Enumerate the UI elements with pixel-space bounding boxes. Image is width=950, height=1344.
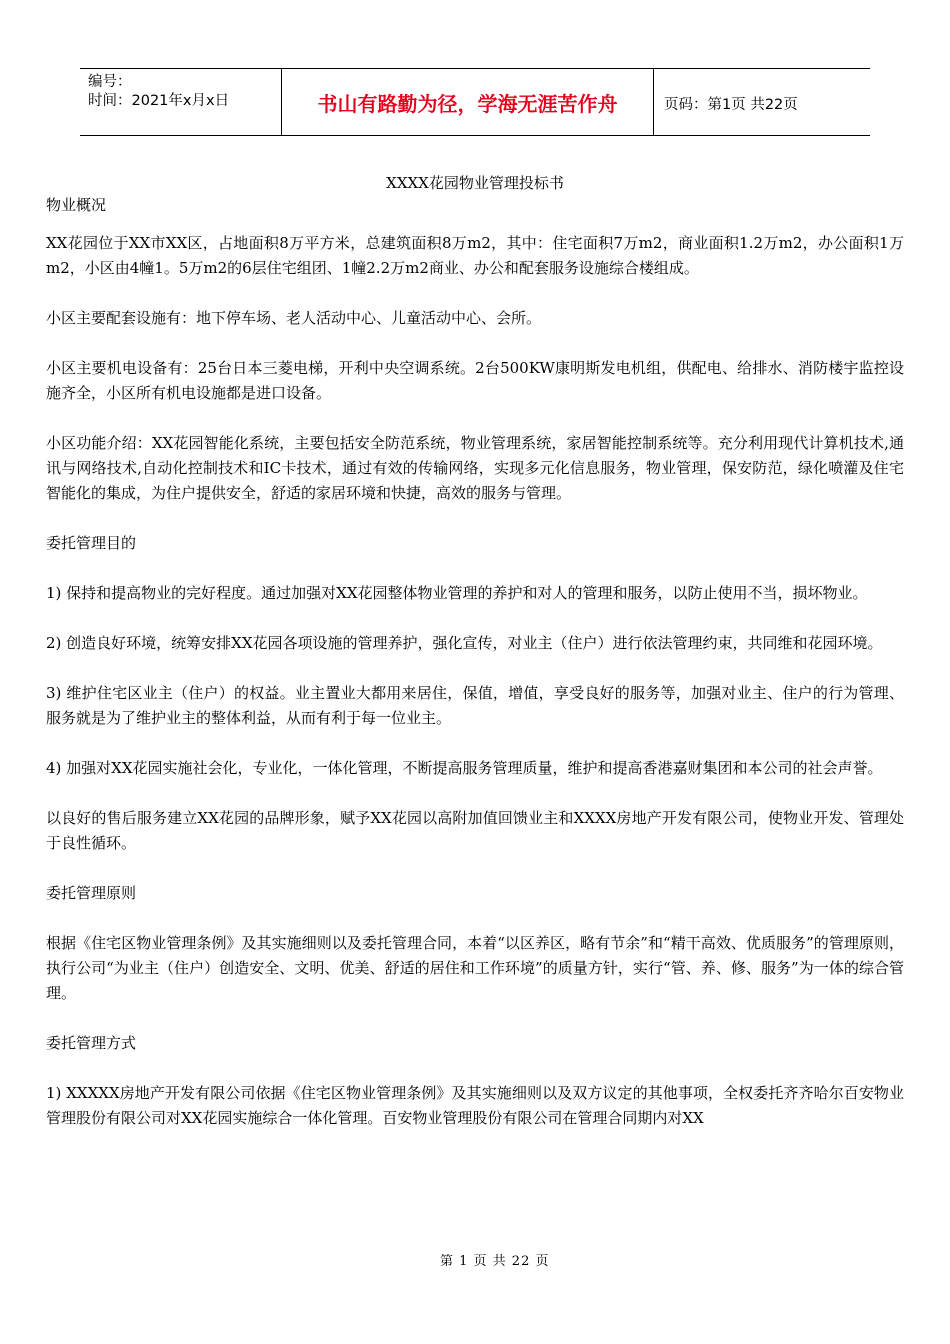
date-label: 时间：2021年x月x日 bbox=[88, 93, 230, 109]
paragraph: 以良好的售后服务建立XX花园的品牌形象，赋予XX花园以高附加值回馈业主和XXXX房地产开发有限公司，使物业开发、管理处于良性循环。 bbox=[46, 809, 904, 852]
paragraph: 1) XXXXX房地产开发有限公司依据《住宅区物业管理条例》及其实施细则以及双方议定的其他事项，全权委托齐齐哈尔百安物业管理股份有限公司对XX花园实施综合一体化管理。百安物业管理股份有限公司在管理合同期内对XX bbox=[46, 1084, 904, 1127]
motto: 书山有路勤为径，学海无涯苦作舟 bbox=[281, 68, 654, 136]
page-info: 页码：第1页 共22页 bbox=[664, 96, 798, 113]
paragraph: 2) 创造良好环境，统筹安排XX花园各项设施的管理养护，强化宣传，对业主（住户）进行依法管理约束，共同维和花园环境。 bbox=[46, 634, 883, 652]
document-body bbox=[46, 193, 904, 1156]
paragraph: 委托管理目的 bbox=[46, 534, 137, 552]
paragraph: 小区主要机电设备有：25台日本三菱电梯，开利中央空调系统。2台500KW康明斯发电机组，供配电、给排水、消防楼宇监控设施齐全，小区所有机电设施都是进口设备。 bbox=[46, 359, 904, 402]
document-title: XXXX花园物业管理投标书 bbox=[386, 174, 564, 192]
header-left-cell bbox=[88, 73, 278, 111]
header-table bbox=[80, 68, 870, 136]
paragraph: 委托管理方式 bbox=[46, 1034, 137, 1052]
paragraph: 委托管理原则 bbox=[46, 884, 137, 902]
paragraph: 1) 保持和提高物业的完好程度。通过加强对XX花园整体物业管理的养护和对人的管理和服务，以防止使用不当，损坏物业。 bbox=[46, 584, 868, 602]
paragraph: 3) 维护住宅区业主（住户）的权益。业主置业大都用来居住，保值，增值，享受良好的服务等，加强对业主、住户的行为管理、服务就是为了维护业主的整体利益，从而有利于每一位业主。 bbox=[46, 684, 904, 727]
paragraph: 小区主要配套设施有：地下停车场、老人活动中心、儿童活动中心、会所。 bbox=[46, 309, 542, 327]
page-footer: 第 1 页 共 22 页 bbox=[440, 1254, 550, 1269]
paragraph: XX花园位于XX市XX区，占地面积8万平方米，总建筑面积8万m2，其中：住宅面积7万m2，商业面积1.2万m2，办公面积1万m2，小区由4幢1。5万m2的6层住宅组团、1幢2.2万m2商业、办公和配套服务设施综合楼组成。 bbox=[46, 234, 904, 277]
paragraph: 根据《住宅区物业管理条例》及其实施细则以及委托管理合同，本着“以区养区，略有节余”和“精干高效、优质服务”的管理原则，执行公司“为业主（住户）创造安全、文明、优美、舒适的居住和工作环境”的质量方针，实行“管、养、修、服务”为一体的综合管理。 bbox=[46, 934, 904, 1002]
paragraph: 4) 加强对XX花园实施社会化，专业化，一体化管理，不断提高服务管理质量，维护和提高香港嘉财集团和本公司的社会声誉。 bbox=[46, 759, 883, 777]
section-heading: 物业概况 bbox=[46, 196, 107, 214]
number-label: 编号： bbox=[88, 74, 132, 90]
paragraph: 小区功能介绍：XX花园智能化系统，主要包括安全防范系统，物业管理系统，家居智能控制系统等。充分利用现代计算机技术,通讯与网络技术,自动化控制技术和IC卡技术，通过有效的传输网络，实现多元化信息服务，物业管理，保安防范，绿化喷灌及住宅智能化的集成，为住户提供安全，舒适的家居环境和快捷，高效的服务与管理。 bbox=[46, 434, 904, 502]
